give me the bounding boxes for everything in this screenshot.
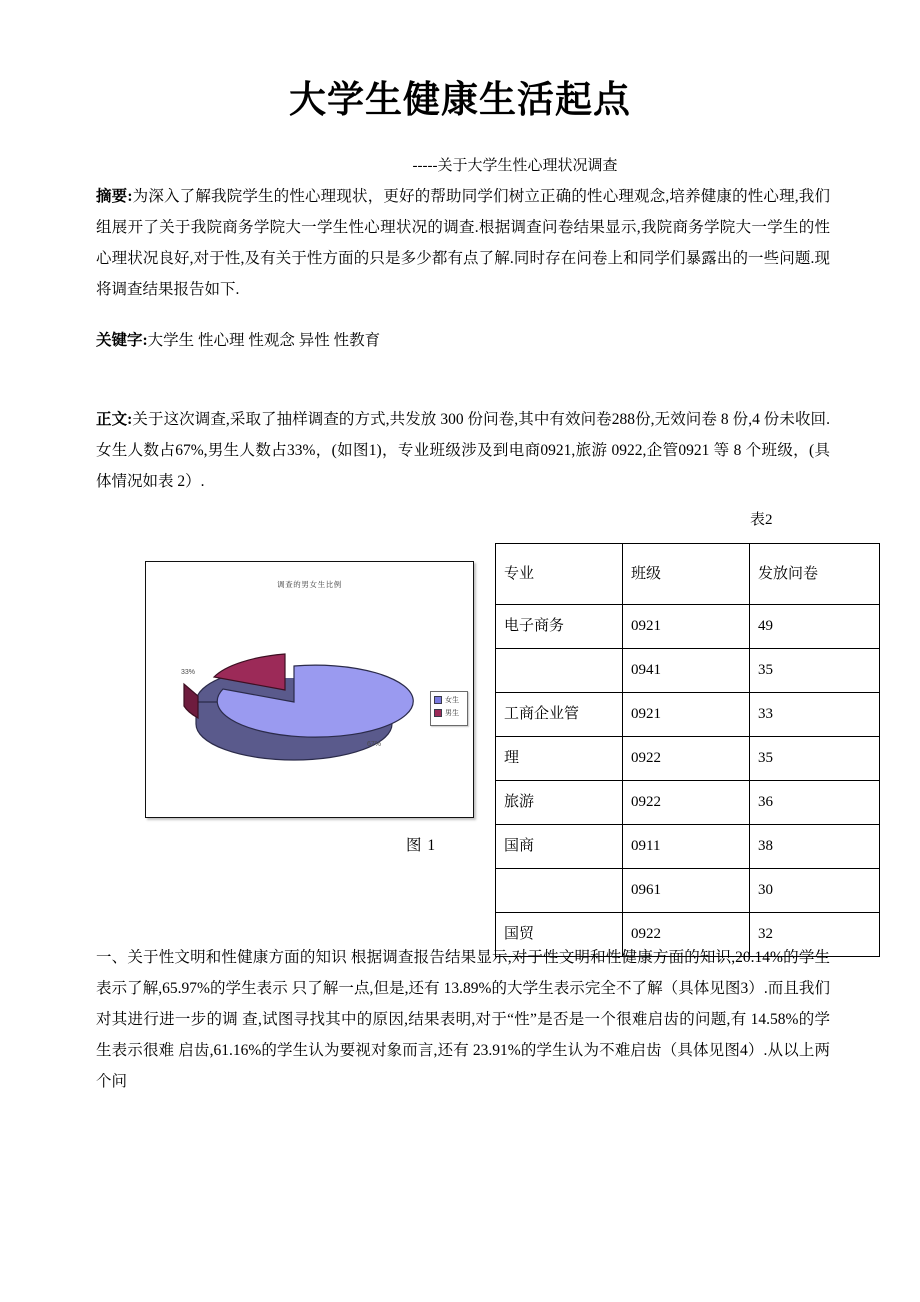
table-caption: 表2 (750, 512, 773, 528)
cell-major: 旅游 (496, 781, 623, 825)
keywords-label: 关键字: (96, 332, 148, 349)
cell-class: 0911 (623, 825, 750, 869)
cell-major: 国商 (496, 825, 623, 869)
maintext-label: 正文: (96, 411, 133, 428)
keywords-paragraph (96, 325, 830, 356)
table-row (496, 869, 880, 913)
pie-red-wall (184, 684, 198, 718)
cell-count: 38 (750, 825, 880, 869)
cell-major (496, 649, 623, 693)
table-row (496, 649, 880, 693)
table-row (496, 605, 880, 649)
table-row (496, 781, 880, 825)
chart-title: 调查的男女生比例 (277, 580, 342, 589)
figure-caption: 图 1 (406, 837, 437, 854)
pie-chart-graphic (146, 562, 473, 817)
table-header-row (496, 544, 880, 605)
cell-count: 49 (750, 605, 880, 649)
cell-count: 32 (750, 913, 880, 957)
legend-item-female (434, 696, 442, 704)
table-header-major: 专业 (496, 544, 623, 605)
cell-class: 0961 (623, 869, 750, 913)
table-row (496, 737, 880, 781)
pie-chart-figure (145, 561, 474, 818)
cell-count: 36 (750, 781, 880, 825)
chart-legend (430, 691, 468, 726)
pie-chart-svg (146, 562, 473, 817)
cell-class: 0941 (623, 649, 750, 693)
abstract-text: 为深入了解我院学生的性心理现状，更好的帮助同学们树立正确的性心理观念,培养健康的性心理,我们组展开了关于我院商务学院大一学生性心理状况的调查.根据调查问卷结果显示,我院商务学院大一学生的性心理状况良好,对于性,及有关于性方面的只是多少都有点了解.同时存在问卷上和同学们暴露出的一些问题.现将调查结果报告如下. (96, 188, 830, 298)
cell-class: 0922 (623, 913, 750, 957)
cell-major: 工商企业管 (496, 693, 623, 737)
cell-class: 0921 (623, 605, 750, 649)
cell-major: 理 (496, 737, 623, 781)
table-row (496, 693, 880, 737)
page-title: 大学生健康生活起点 (289, 80, 631, 121)
legend-swatch-male-icon (434, 709, 442, 717)
abstract-paragraph (96, 181, 830, 305)
cell-class: 0921 (623, 693, 750, 737)
cell-major: 国贸 (496, 913, 623, 957)
abstract-label: 摘要: (96, 188, 133, 205)
maintext-text: 关于这次调查,采取了抽样调查的方式,共发放 300 份问卷,其中有效问卷288份,无效问卷 8 份,4 份未收回.女生人数占67%,男生人数占33%，(如图1)，专业班级涉及到电商0921,旅游 0922,企管0921 等 8 个班级，(具体情况如表 2）. (96, 411, 830, 490)
page-subtitle: -----关于大学生性心理状况调查 (412, 158, 618, 174)
pie-label-male-pct: 33% (181, 669, 196, 676)
keywords-text: 大学生 性心理 性观念 异性 性教育 (147, 332, 381, 349)
cell-count: 35 (750, 737, 880, 781)
cell-major (496, 869, 623, 913)
legend-label-male: 男生 (445, 710, 459, 717)
table-header-count: 发放问卷 (750, 544, 880, 605)
table-header-class: 班级 (623, 544, 750, 605)
table-row (496, 825, 880, 869)
survey-table (495, 543, 880, 957)
cell-count: 35 (750, 649, 880, 693)
cell-major: 电子商务 (496, 605, 623, 649)
maintext-paragraph (96, 404, 830, 497)
cell-count: 30 (750, 869, 880, 913)
legend-swatch-female-icon (434, 696, 442, 704)
legend-label-female: 女生 (445, 697, 459, 704)
cell-class: 0922 (623, 781, 750, 825)
pie-label-female-pct: 67% (367, 741, 382, 748)
cell-class: 0922 (623, 737, 750, 781)
legend-item-male (434, 709, 442, 717)
section1-paragraph: 一、关于性文明和性健康方面的知识 根据调查报告结果显示,对于性文明和性健康方面的知识,20.14%的学生表示了解,65.97%的学生表示 只了解一点,但是,还有 13.89%的大学生表示完全不了解（具体见图3）.而且我们对其进行进一步的调 查,试图寻找其中的原因,结果表明,对于“性”是否是一个很难启齿的问题,有 14.58%的学生表示很难 启齿,61.16%的学生认为要视对象而言,还有 23.91%的学生认为不难启齿（具体见图4）.从以上两个问 (96, 949, 830, 1090)
cell-count: 33 (750, 693, 880, 737)
